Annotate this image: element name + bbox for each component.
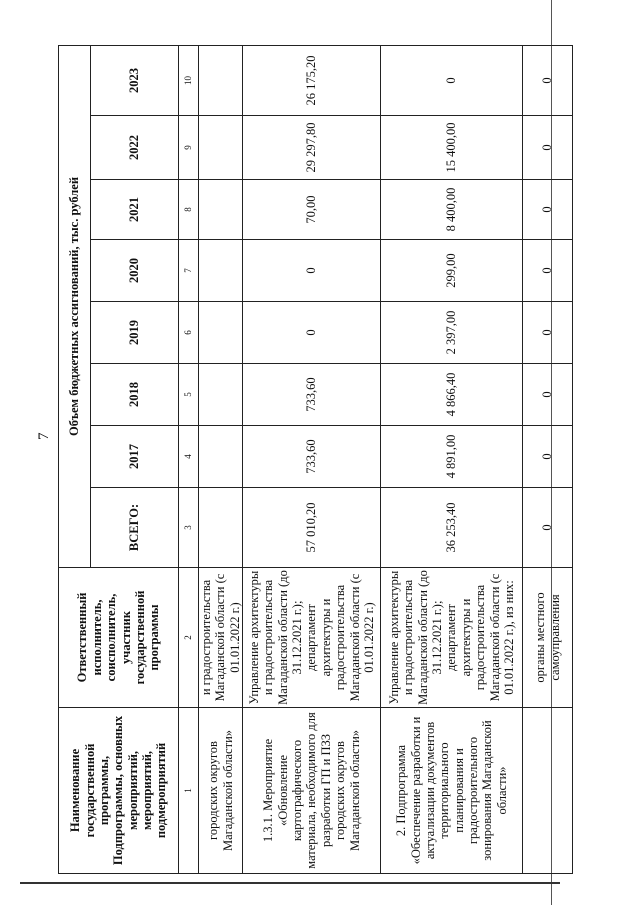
- row-name: 1.3.1. Мероприятие «Обновление картографического материала, необходимого для разработки ГП и ПЗЗ городских округов Магаданской области»: [243, 708, 381, 874]
- index-cell: 3: [179, 488, 199, 568]
- value-cell: 0: [523, 240, 573, 302]
- value-cell: [199, 488, 243, 568]
- index-cell: 2: [179, 568, 199, 708]
- header-name: Наименование государственной программы, Подпрограммы, основных мероприятий, мероприятий, подмероприятий: [59, 708, 179, 874]
- index-cell: 4: [179, 426, 199, 488]
- index-row: [179, 45, 199, 873]
- row-responsible: Управление архитектуры и градостроительства Магаданской области (до 31.12.2021 г.); департамент архитектуры и градостроительства Магаданской области (с 01.01.2022 г.), из них:: [381, 568, 523, 708]
- value-cell: 2 397,00: [381, 302, 523, 364]
- value-cell: 0: [381, 45, 523, 115]
- value-cell: 4 866,40: [381, 364, 523, 426]
- value-cell: 57 010,20: [243, 488, 381, 568]
- value-cell: 0: [243, 302, 381, 364]
- value-cell: 15 400,00: [381, 116, 523, 180]
- index-cell: 6: [179, 302, 199, 364]
- header-year: 2018: [91, 364, 179, 426]
- row-responsible: Управление архитектуры и градостроительства Магаданской области (до 31.12.2021 г.); департамент архитектуры и градостроительства Магаданской области (с 01.01.2022 г.): [243, 568, 381, 708]
- header-total: ВСЕГО:: [91, 488, 179, 568]
- value-cell: 29 297,80: [243, 116, 381, 180]
- value-cell: 299,00: [381, 240, 523, 302]
- index-cell: 8: [179, 180, 199, 240]
- value-cell: 70,00: [243, 180, 381, 240]
- row-responsible: и градостроительства Магаданской области (с 01.01.2022 г.): [199, 568, 243, 708]
- index-cell: 7: [179, 240, 199, 302]
- table-row: [381, 45, 523, 873]
- value-cell: [199, 364, 243, 426]
- value-cell: 0: [523, 364, 573, 426]
- value-cell: 0: [523, 302, 573, 364]
- value-cell: [199, 240, 243, 302]
- header-year: 2020: [91, 240, 179, 302]
- value-cell: 0: [523, 116, 573, 180]
- budget-table: [58, 45, 573, 874]
- value-cell: 8 400,00: [381, 180, 523, 240]
- value-cell: 0: [523, 180, 573, 240]
- value-cell: 4 891,00: [381, 426, 523, 488]
- index-cell: 10: [179, 45, 199, 115]
- value-cell: [199, 426, 243, 488]
- value-cell: [199, 180, 243, 240]
- header-budget-group: Объем бюджетных ассигнований, тыс. рублей: [59, 45, 91, 567]
- table-row: [199, 45, 243, 873]
- header-responsible: Ответственный исполнитель, соисполнитель, участник государственной программы: [59, 568, 179, 708]
- header-year: 2023: [91, 45, 179, 115]
- header-year: 2019: [91, 302, 179, 364]
- rotated-table-container: [58, 46, 572, 874]
- value-cell: 36 253,40: [381, 488, 523, 568]
- value-cell: 26 175,20: [243, 45, 381, 115]
- value-cell: [199, 116, 243, 180]
- row-name: [523, 708, 573, 874]
- value-cell: 0: [523, 45, 573, 115]
- table-row: [243, 45, 381, 873]
- index-cell: 1: [179, 708, 199, 874]
- row-responsible: органы местного самоуправления: [523, 568, 573, 708]
- value-cell: [199, 302, 243, 364]
- index-cell: 5: [179, 364, 199, 426]
- value-cell: 0: [523, 426, 573, 488]
- header-row-1: [59, 45, 91, 873]
- header-year: 2022: [91, 116, 179, 180]
- header-year: 2021: [91, 180, 179, 240]
- index-cell: 9: [179, 116, 199, 180]
- page-number: 7: [36, 432, 52, 440]
- value-cell: [199, 45, 243, 115]
- page-bottom-rule: [20, 882, 560, 884]
- table-row: [523, 45, 573, 873]
- row-name: 2. Подпрограмма «Обеспечение разработки и актуализации документов территориального планирования и градостроительного зонирования Магаданской области»: [381, 708, 523, 874]
- value-cell: 0: [243, 240, 381, 302]
- value-cell: 733,60: [243, 426, 381, 488]
- header-year: 2017: [91, 426, 179, 488]
- row-name: городских округов Магаданской области»: [199, 708, 243, 874]
- value-cell: 733,60: [243, 364, 381, 426]
- value-cell: 0: [523, 488, 573, 568]
